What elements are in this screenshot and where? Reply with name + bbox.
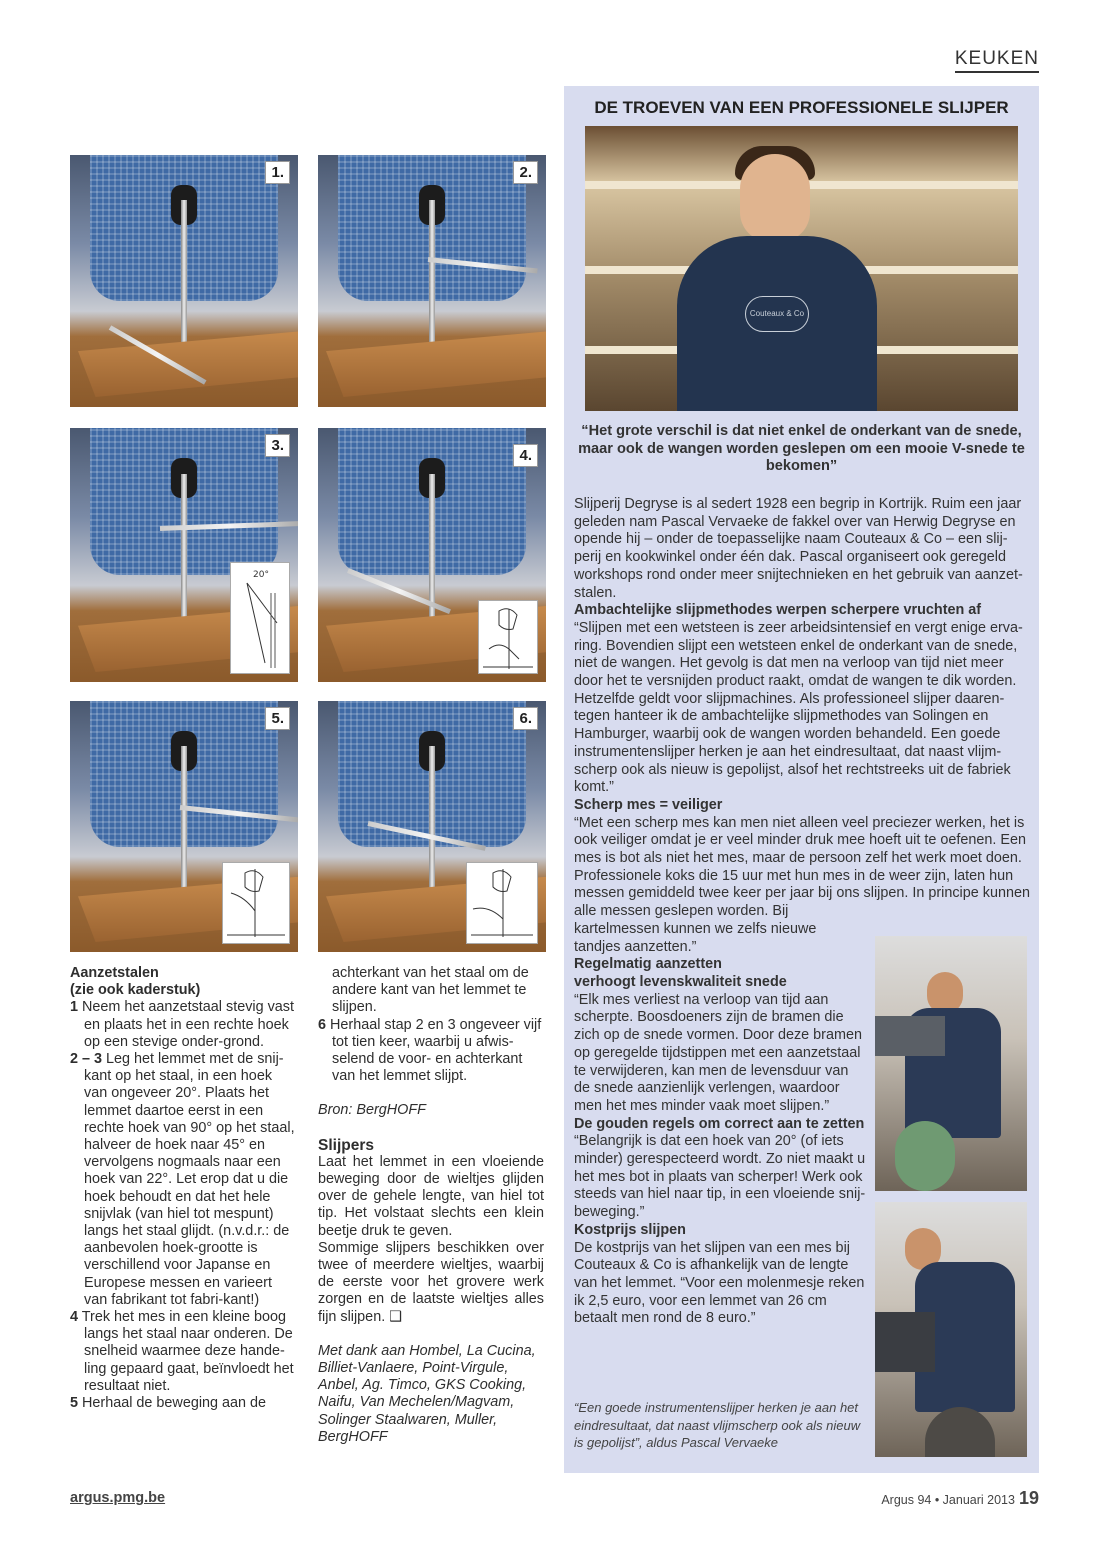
section-heading: Aanzetstalen xyxy=(70,965,159,981)
subheading: De gouden regels om correct aan te zetten xyxy=(574,1115,865,1132)
pull-quote: “Het grote verschil is dat niet enkel de onderkant van de snede, maar ook de wangen worden geslepen om een mooie V-snede te bekomen” xyxy=(578,423,1025,474)
sidebar-title: DE TROEVEN VAN EEN PROFESSIONELE SLIJPER xyxy=(594,98,1009,117)
left-column xyxy=(70,965,296,1412)
step-continuation: achterkant van het staal om de andere kant van het lemmet te slijpen. xyxy=(332,965,529,1016)
paragraph: Sommige slijpers beschikken over twee of meerdere wieltjes, waarbij de eerste voor het grovere werk zorgen en de laatste wieltjes alles fijn slijpen. ❑ xyxy=(318,1239,544,1325)
step-photo-2 xyxy=(318,155,546,407)
paragraph: “Slijpen met een wetsteen is zeer arbeidsintensief en vergt enige erva-ring. Bovendien slijpt een wetsteen enkel de onderkant van de snede, niet de wangen. Het gevolg is dat men na verloop van tijd niet meer door het te versnijden product raakt, omdat de wangen te dik worden. Hetzelfde geldt voor slijpmachines. Als professioneel slijper daaren-tegen hanteer ik de ambachtelijke slijpmethodes van Solingen en Hamburger, waarbij ook de wangen worden behandeld. Een goede instrumentenslijper herken je aan het eindresultaat, dat naast vlijm-scherp ook als nieuw is gepolijst, alsof het rechtstreeks uit de fabriek komt.” xyxy=(574,619,1023,796)
step-item: 6 Herhaal stap 2 en 3 ongeveer vijf tot tien keer, waarbij u afwis-selend de voor- en achterkant van het lemmet slijpt. xyxy=(318,1016,542,1085)
step-photo-4 xyxy=(318,428,546,682)
step-photo-3 xyxy=(70,428,298,682)
hand-diagram xyxy=(466,862,538,944)
photo-caption: “Een goede instrumentenslijper herken je aan het eindresultaat, dat naast vlijmscherp ook als nieuw is gepolijst”, aldus Pascal Vervaeke xyxy=(574,1400,861,1450)
section-tag: KEUKEN xyxy=(955,48,1039,73)
paragraph: Slijperij Degryse is al sedert 1928 een begrip in Kortrijk. Ruim een jaar geleden nam Pascal Vervaeke de fakkel over van Herwig Degryse en opende hij – onder de toepasselijke naam Couteaux & Co – een slij-perij en kookwinkel onder één dak. Pascal organiseert ook geregeld workshops rond onder meer snijtechnieken en het gebruik van aanzet-stalen. xyxy=(574,496,1023,601)
step-photo-5 xyxy=(70,701,298,952)
subheading: Kostprijs slijpen xyxy=(574,1221,686,1238)
step-photo-1 xyxy=(70,155,298,407)
page-info xyxy=(881,1488,1039,1509)
website-link[interactable]: argus.pmg.be xyxy=(70,1490,166,1506)
subheading: Ambachtelijke slijpmethodes werpen scherpere vruchten af xyxy=(574,602,982,619)
subheading: verhoogt levenskwaliteit snede xyxy=(574,973,787,990)
step-item: 4 Trek het mes in een kleine boog langs het staal naar onderen. De snelheid waarmee deze hande-ling gepaard gaat, beïnvloedt het resultaat niet. xyxy=(70,1309,294,1394)
step-number: 1. xyxy=(265,161,290,184)
angle-label: 20° xyxy=(253,570,269,580)
angle-diagram xyxy=(230,562,290,674)
middle-column xyxy=(318,965,544,1446)
workshop-photo-2 xyxy=(875,1202,1027,1457)
paragraph: “Elk mes verliest na verloop van tijd aan scherpte. Boosdoeners zijn de bramen die zich op de snede vormen. Door deze bramen op geregelde tijdstippen met een aanzetstaal te verwijderen, kan men de levensduur van de snede aanzienlijk verlengen, waardoor men het mes minder vaak moet slijpen.” xyxy=(574,991,862,1114)
subheading: Regelmatig aanzetten xyxy=(574,956,722,973)
section-heading: Slijpers xyxy=(318,1136,374,1154)
step-number: 4. xyxy=(513,444,538,467)
sidebar-box xyxy=(564,86,1039,1473)
paragraph: Laat het lemmet in een vloeiende beweging door de wieltjes glijden over de gehele lengte, van hiel tot tip. Het volstaat slechts een klein beetje druk te geven. xyxy=(318,1153,544,1239)
step-number: 6. xyxy=(513,707,538,730)
workshop-photo-1 xyxy=(875,936,1027,1191)
apron-logo: Couteaux & Co xyxy=(745,296,809,332)
step-photo-6 xyxy=(318,701,546,952)
step-number: 2. xyxy=(513,161,538,184)
paragraph: “Belangrijk is dat een hoek van 20° (of iets minder) gerespecteerd wordt. Zo niet maakt u het mes bot in plaats van scherper! Werk ook steeds van hiel naar tip, in een vloeiende snij-beweging.” xyxy=(574,1133,866,1221)
paragraph: De kostprijs van het slijpen van een mes bij Couteaux & Co is afhankelijk van de lengte van het lemmet. “Voor een molenmesje reken ik 2,5 euro, voor een lemmet van 26 cm betaalt men rond de 8 euro.” xyxy=(574,1239,865,1327)
hand-diagram xyxy=(478,600,538,674)
thanks-credit: Met dank aan Hombel, La Cucina, Billiet-Vanlaere, Point-Virgule, Anbel, Ag. Timco, GKS Cooking, Naifu, Van Mechelen/Magvam, Solinger Staalwaren, Muller, BergHOFF xyxy=(318,1342,536,1445)
issue-label: Argus 94 • Januari 2013 xyxy=(881,1493,1015,1507)
page-number: 19 xyxy=(1018,1488,1039,1508)
step-item: 2 – 3 Leg het lemmet met de snij-kant op het staal, in een hoek van ongeveer 20°. Plaats het lemmet daartoe eerst in een rechte hoek van 90° op het staal, halveer de hoek naar 45° en vervolgens nogmaals naar een hoek van 22°. Let erop dat u die hoek behoudt en dat het hele snijvlak (van hiel tot mespunt) langs het staal glijdt. (n.v.d.r.: de aanbevolen hoek-grootte is verschillend voor Japanse en Europese messen en varieert van fabrikant tot fabri-kant!) xyxy=(70,1051,295,1308)
hero-photo xyxy=(585,126,1018,411)
section-subheading: (zie ook kaderstuk) xyxy=(70,982,201,999)
source-credit: Bron: BergHOFF xyxy=(318,1102,426,1119)
step-item: 1 Neem het aanzetstaal stevig vast en plaats het in een rechte hoek op een stevige onder-grond. xyxy=(70,999,294,1050)
paragraph: “Met een scherp mes kan men niet alleen veel preciezer werken, het is ook veiliger omdat je er veel minder druk mee hoeft uit te oefenen. Een mes is bot als niet het mes, maar de persoon zelf het werk moet doen. Professionele koks die 15 uur met hun mes in de weer zijn, laten hun messen gemiddeld twee keer per jaar bij ons slijpen. In principe kunnen alle messen geslepen worden. Bij xyxy=(574,814,1030,920)
step-number: 5. xyxy=(265,707,290,730)
hand-diagram xyxy=(222,862,290,944)
step-number: 3. xyxy=(265,434,290,457)
subheading: Scherp mes = veiliger xyxy=(574,796,723,813)
step-item: 5 Herhaal de beweging aan de xyxy=(70,1395,267,1412)
paragraph: kartelmessen kunnen we zelfs nieuwe tandjes aanzetten.” xyxy=(574,920,817,955)
